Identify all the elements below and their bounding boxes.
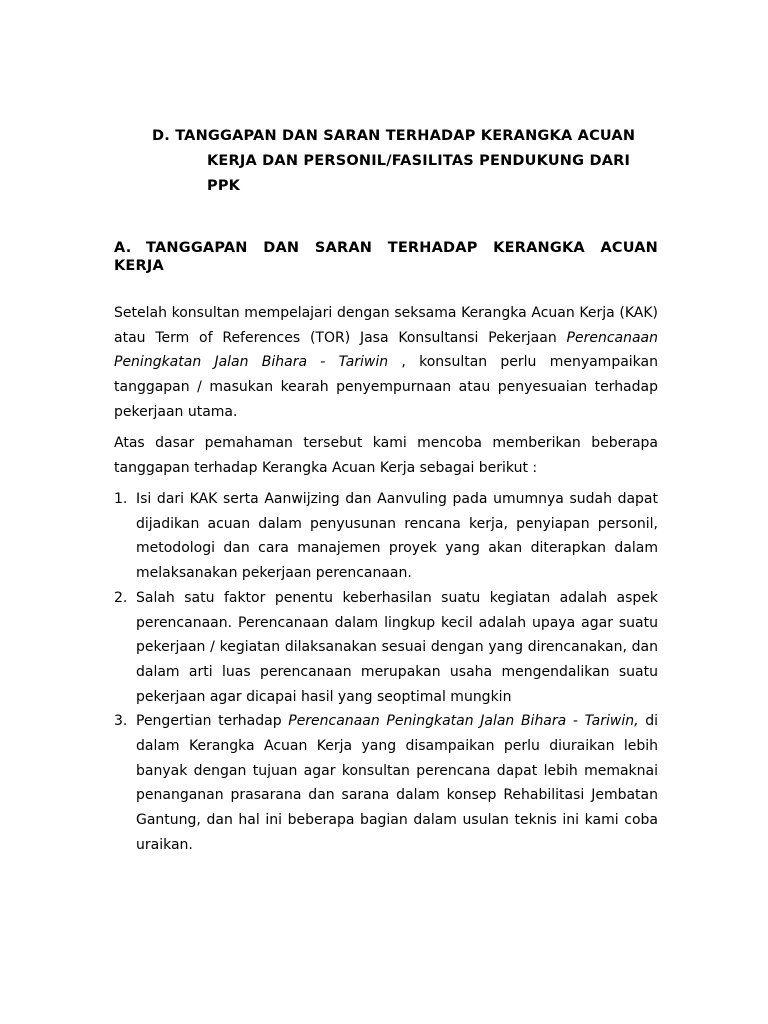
paragraph-basis: Atas dasar pemahaman tersebut kami mencoba memberikan beberapa tanggapan terhadap Kerangka Acuan Kerja sebagai berikut : — [114, 435, 658, 476]
section-title: TANGGAPAN DAN SARAN TERHADAP KERANGKA ACUAN KERJA — [114, 240, 658, 274]
list-item — [114, 709, 658, 857]
list-item-project-name: Perencanaan Peningkatan Jalan Bihara - Tariwin, — [288, 713, 639, 730]
list-item — [114, 586, 658, 710]
main-heading-first-line: D. TANGGAPAN DAN SARAN TERHADAP KERANGKA ACUAN — [152, 128, 636, 144]
list-item-number: 2. — [114, 589, 128, 606]
list-item-number: 1. — [114, 491, 128, 507]
main-heading-rest: KERJA DAN PERSONIL/FASILITAS PENDUKUNG DARI PPK — [207, 153, 631, 194]
section-letter: A. — [114, 240, 132, 256]
list-item-text: Salah satu faktor penentu keberhasilan suatu kegiatan adalah aspek perencanaan. Perencanaan dalam lingkup kecil adalah upaya agar suatu pekerjaan / kegiatan dilaksanakan sesuai dengan yang direncanakan, dan dalam arti luas perencanaan merupakan usaha mengendalikan suatu pekerjaan agar dicapai hasil yang seoptimal mungkin — [136, 589, 658, 705]
list-item — [114, 487, 658, 586]
paragraph-intro-project-name: Perencanaan Peningkatan Jalan Bihara - Tariwin — [114, 329, 658, 371]
list-item-number: 3. — [114, 713, 128, 730]
section-heading — [114, 239, 658, 275]
list-item-text-before: Pengertian terhadap — [136, 713, 282, 730]
list-item-text-after: di dalam Kerangka Acuan Kerja yang disampaikan perlu diuraikan lebih banyak dengan tujuan agar konsultan perencana dapat lebih memaknai penanganan prasarana dan sarana dalam konsep Rehabilitasi Jembatan Gantung, dan hal ini beberapa bagian dalam usulan teknis ini kami coba uraikan. — [136, 713, 658, 853]
paragraph-intro-part2: , konsultan perlu menyampaikan tanggapan / masukan kearah penyempurnaan atau penyesuaian terhadap pekerjaan utama. — [114, 354, 658, 420]
response-list — [114, 487, 658, 858]
list-item-text: Isi dari KAK serta Aanwijzing dan Aanvuling pada umumnya sudah dapat dijadikan acuan dalam penyusunan rencana kerja, penyiapan personil, metodologi dan cara manajemen proyek yang akan diterapkan dalam melaksanakan pekerjaan perencanaan. — [136, 491, 658, 582]
paragraph-intro-part1: Setelah konsultan mempelajari dengan seksama Kerangka Acuan Kerja (KAK) atau Term of References (TOR) Jasa Konsultansi Pekerjaan — [114, 305, 658, 346]
main-heading — [152, 124, 662, 199]
paragraph-intro — [114, 301, 658, 425]
